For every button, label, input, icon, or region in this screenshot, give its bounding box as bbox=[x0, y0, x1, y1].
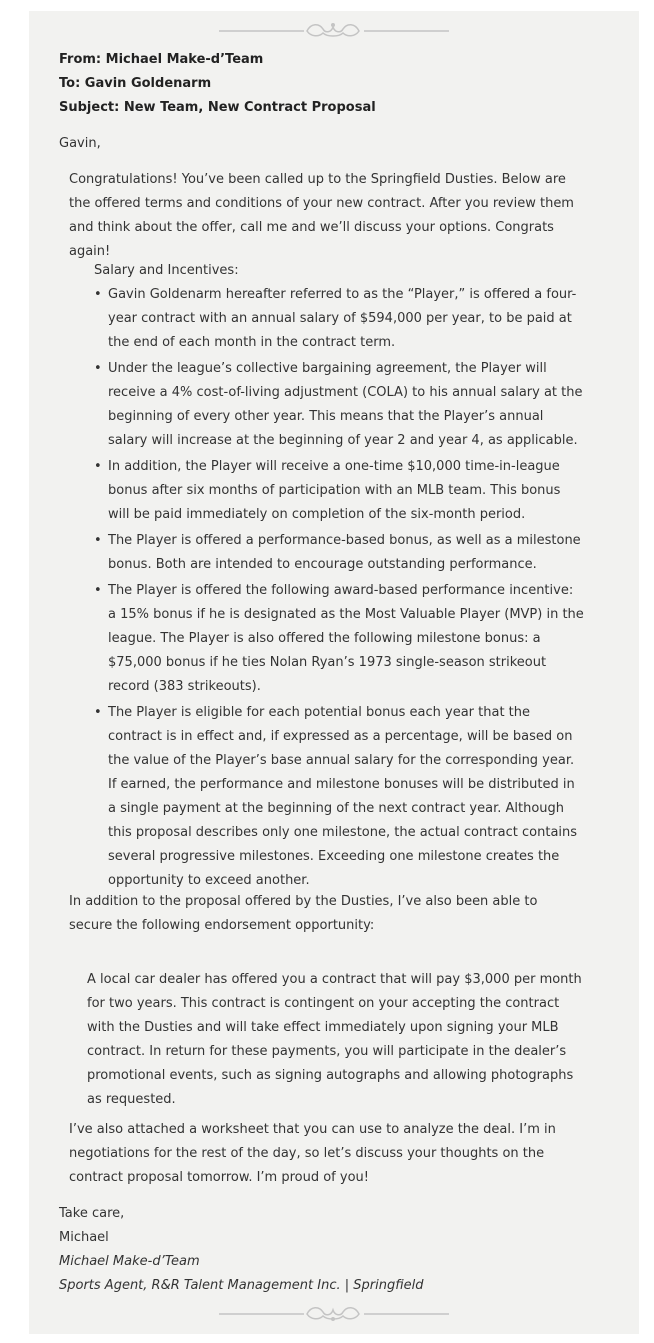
bottom-ornament-divider bbox=[219, 1303, 449, 1325]
list-item: • In addition, the Player will receive a one-time $10,000 time-in-league bonus after six months of participation with an MLB team. This bonus will be paid immediately on completion of the six-month period. bbox=[94, 455, 584, 527]
greeting: Gavin, bbox=[59, 136, 101, 151]
top-ornament-divider bbox=[219, 19, 449, 41]
signoff-title: Sports Agent, R&R Talent Management Inc. | Springfield bbox=[59, 1278, 424, 1293]
signoff-first-name: Michael bbox=[59, 1230, 109, 1245]
letter-sheet bbox=[29, 11, 639, 1334]
salary-section-label: Salary and Incentives: bbox=[94, 263, 239, 278]
endorsement-intro: In addition to the proposal offered by the Dusties, I’ve also been able to secure the following endorsement opportunity: bbox=[69, 894, 538, 933]
list-item: • The Player is eligible for each potential bonus each year that the contract is in effect and, if expressed as a percentage, will be based on the value of the Player’s base annual salary for the corresponding year. If earned, the performance and milestone bonuses will be distributed in a single payment at the beginning of the next contract year. Although this proposal describes only one milestone, the actual contract contains several progressive milestones. Exceeding one milestone creates the opportunity to exceed another. bbox=[94, 701, 584, 893]
to-line: To: Gavin Goldenarm bbox=[59, 76, 212, 91]
intro-paragraph: Congratulations! You’ve been called up to the Springfield Dusties. Below are the offered terms and conditions of your new contract. After you review them and think about the offer, call me and we’ll discuss your options. Congrats again! bbox=[69, 172, 574, 259]
list-item: • The Player is offered a performance-based bonus, as well as a milestone bonus. Both are intended to encourage outstanding performance. bbox=[94, 529, 584, 577]
from-line: From: Michael Make-d’Team bbox=[59, 52, 264, 67]
list-item: • Under the league’s collective bargaining agreement, the Player will receive a 4% cost-of-living adjustment (COLA) to his annual salary at the beginning of every other year. This means that the Player’s annual salary will increase at the beginning of year 2 and year 4, as applicable. bbox=[94, 357, 584, 453]
endorsement-offer: A local car dealer has offered you a contract that will pay $3,000 per month for two years. This contract is contingent on your accepting the contract with the Dusties and will take effect immediately upon signing your MLB contract. In return for these payments, you will participate in the dealer’s promotional events, such as signing autographs and allowing photographs as requested. bbox=[87, 972, 582, 1107]
list-item: • Gavin Goldenarm hereafter referred to as the “Player,” is offered a four-year contract with an annual salary of $594,000 per year, to be paid at the end of each month in the contract term. bbox=[94, 283, 584, 355]
signoff-take-care: Take care, bbox=[59, 1206, 125, 1221]
list-item: • The Player is offered the following award-based performance incentive: a 15% bonus if he is designated as the Most Valuable Player (MVP) in the league. The Player is also offered the following milestone bonus: a $75,000 bonus if he ties Nolan Ryan’s 1973 single-season strikeout record (383 strikeouts). bbox=[94, 579, 584, 699]
signoff-full-name: Michael Make-d’Team bbox=[59, 1254, 200, 1269]
closing-paragraph: I’ve also attached a worksheet that you can use to analyze the deal. I’m in negotiations for the rest of the day, so let’s discuss your thoughts on the contract proposal tomorrow. I’m proud of you! bbox=[69, 1122, 556, 1185]
salary-terms-list bbox=[94, 283, 584, 895]
subject-line: Subject: New Team, New Contract Proposal bbox=[59, 100, 376, 115]
